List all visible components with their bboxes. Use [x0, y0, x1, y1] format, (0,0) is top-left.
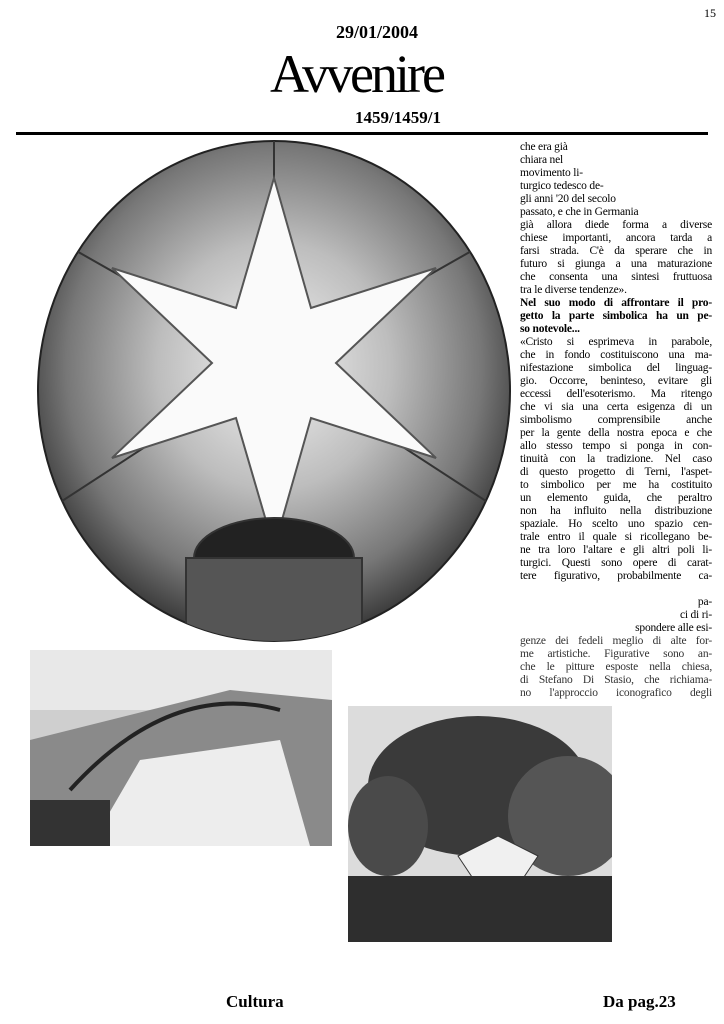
section-label: Cultura: [226, 992, 284, 1011]
article-line: già allora diede forma a diverse: [520, 219, 712, 231]
article-line: per la gente della nostra epoca e che: [520, 427, 712, 439]
article-line: allo stesso tempo si ponga in con-: [520, 440, 712, 452]
article-line: un elemento guida, che peraltro: [520, 492, 712, 504]
article-line: tinuità con la tradizione. Nel caso: [520, 453, 712, 465]
article-line: spondere alle esi-: [635, 622, 712, 634]
article-line: che in fondo costituiscono una ma-: [520, 349, 712, 361]
article-line: getto la parte simbolica ha un pe-: [520, 310, 712, 322]
article-line: simbolismo comprensibile anche: [520, 414, 712, 426]
continued-from-label: Da pag.23: [603, 992, 676, 1011]
article-line: di Stefano Di Stasio, che richiama-: [520, 674, 712, 686]
article-line: che era già: [520, 141, 568, 153]
article-line: to simbolico per me ha costituito: [520, 479, 712, 491]
article-line: che vi sia una certa esigenza di un: [520, 401, 712, 413]
article-line: «Cristo si esprimeva in parabole,: [520, 336, 712, 348]
article-line: passato, e che in Germania: [520, 206, 639, 218]
article-line: chiese importanti, ancora tarda a: [520, 232, 712, 244]
ceiling-photo: [36, 138, 512, 644]
article-line: spaziale. Ho scelto uno spazio cen-: [520, 518, 712, 530]
article-line: [520, 583, 712, 596]
article-line: me artistiche. Figurative sono an-: [520, 648, 712, 660]
article-line: di questo progetto di Terni, l'aspet-: [520, 466, 712, 478]
article-line: trale entro il quale si ricollegano be-: [520, 531, 712, 543]
article-line: ne tra loro l'altare e gli altri poli li-: [520, 544, 712, 556]
article-line: turgico tedesco de-: [520, 180, 604, 192]
exterior-photo: [348, 706, 612, 942]
article-line: farsi strada. C'è da sperare che in: [520, 245, 712, 257]
article-line: no l'approccio iconografico degli: [520, 687, 712, 699]
article-line: gli anni '20 del secolo: [520, 193, 616, 205]
article-line: Nel suo modo di affrontare il pro-: [520, 297, 712, 309]
article-line: tere figurativo, probabilmente ca-: [520, 570, 712, 582]
article-line: eccessi dell'esoterismo. Ma ritengo: [520, 388, 712, 400]
article-line: turgici. Questi sono opere di carat-: [520, 557, 712, 569]
article-line: futuro si giunga a una maturazione: [520, 258, 712, 270]
header-rule: [16, 132, 708, 135]
article-line: nifestazione simbolica del linguag-: [520, 362, 712, 374]
article-line: genze dei fedeli meglio di alte for-: [520, 635, 712, 647]
interior-photo: [30, 650, 332, 846]
publication-date: 29/01/2004: [336, 22, 419, 42]
article-line: pa-: [697, 596, 712, 608]
page-number: 15: [704, 6, 716, 20]
article-column: [520, 141, 712, 700]
article-line: che consenta una sintesi fruttuosa: [520, 271, 712, 283]
newspaper-masthead: Avvenire: [270, 44, 443, 104]
article-line: movimento li-: [520, 167, 583, 179]
article-line: so notevole...: [520, 323, 580, 335]
article-line: ci di ri-: [679, 609, 712, 621]
article-line: che le pitture esposte nella chiesa,: [520, 661, 712, 673]
article-line: chiara nel: [520, 154, 564, 166]
article-line: tra le diverse tendenze».: [520, 284, 627, 296]
article-line: gio. Occorre, beninteso, evitare gli: [520, 375, 712, 387]
article-line: non ha influito nella distribuzione: [520, 505, 712, 517]
clipping-code: 1459/1459/1: [355, 108, 441, 127]
